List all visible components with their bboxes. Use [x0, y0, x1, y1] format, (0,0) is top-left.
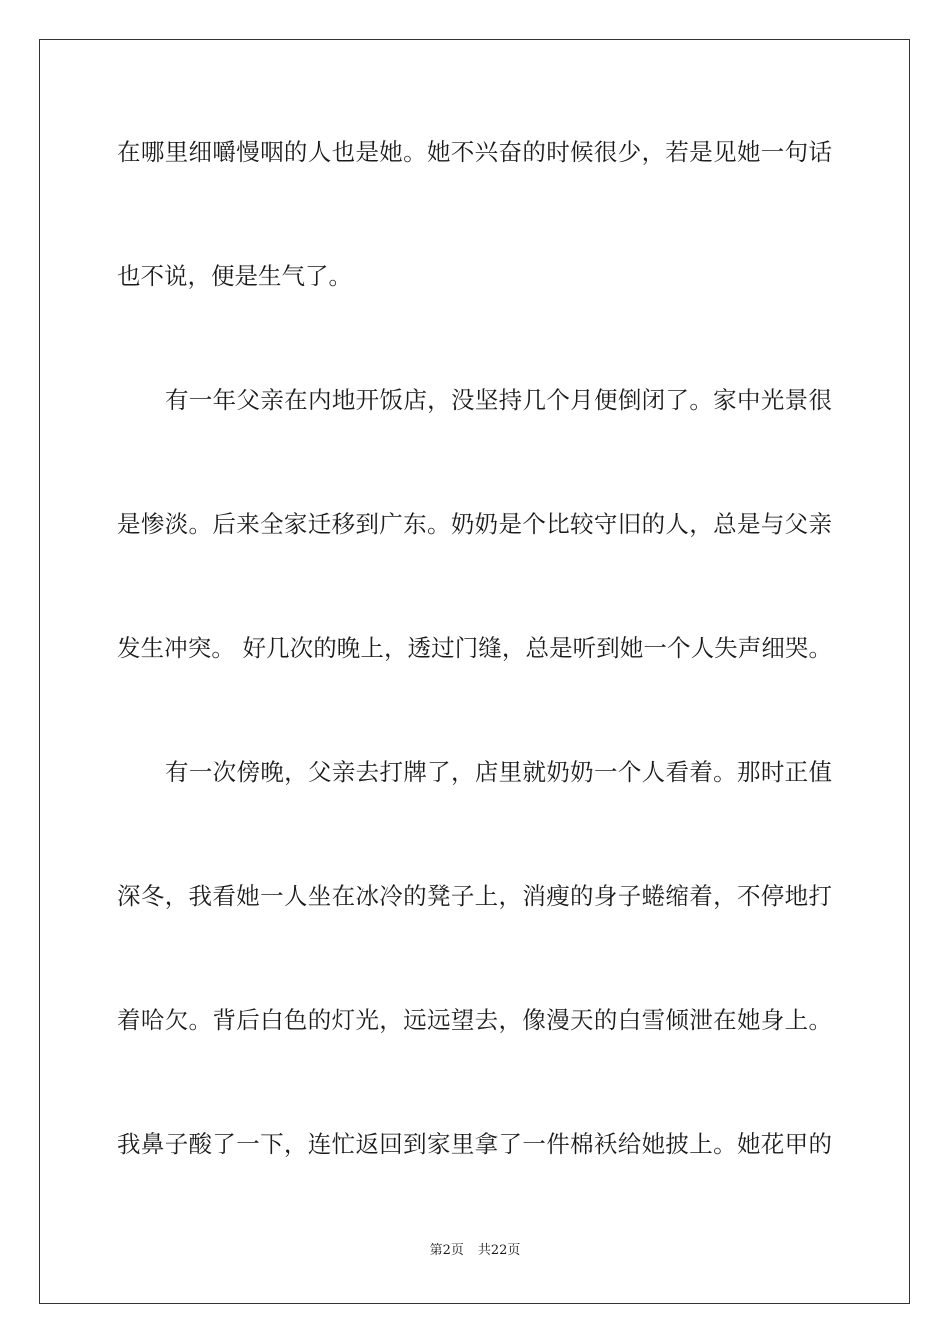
text-line-8: 着哈欠。背后白色的灯光，远远望去，像漫天的白雪倾泄在她身上。 — [117, 1006, 832, 1034]
text-line-4: 是惨淡。后来全家迁移到广东。奶奶是个比较守旧的人，总是与父亲 — [117, 510, 832, 538]
text-line-7: 深冬，我看她一人坐在冰冷的凳子上，消瘦的身子蜷缩着，不停地打 — [117, 882, 832, 910]
text-line-9: 我鼻子酸了一下，连忙返回到家里拿了一件棉袄给她披上。她花甲的 — [117, 1130, 832, 1158]
text-line-6: 有一次傍晚，父亲去打牌了，店里就奶奶一个人看着。那时正值 — [165, 758, 832, 786]
text-line-2: 也不说，便是生气了。 — [117, 262, 352, 290]
current-page-number: 第2页 — [429, 1243, 464, 1258]
text-line-5: 发生冲突。 好几次的晚上，透过门缝，总是听到她一个人失声细哭。 — [117, 634, 832, 662]
page-footer — [0, 1242, 950, 1260]
page-border — [39, 39, 910, 1304]
text-line-1: 在哪里细嚼慢咽的人也是她。她不兴奋的时候很少，若是见她一句话 — [117, 138, 832, 166]
text-line-3: 有一年父亲在内地开饭店，没坚持几个月便倒闭了。家中光景很 — [165, 386, 832, 414]
total-page-count: 共22页 — [477, 1243, 521, 1258]
